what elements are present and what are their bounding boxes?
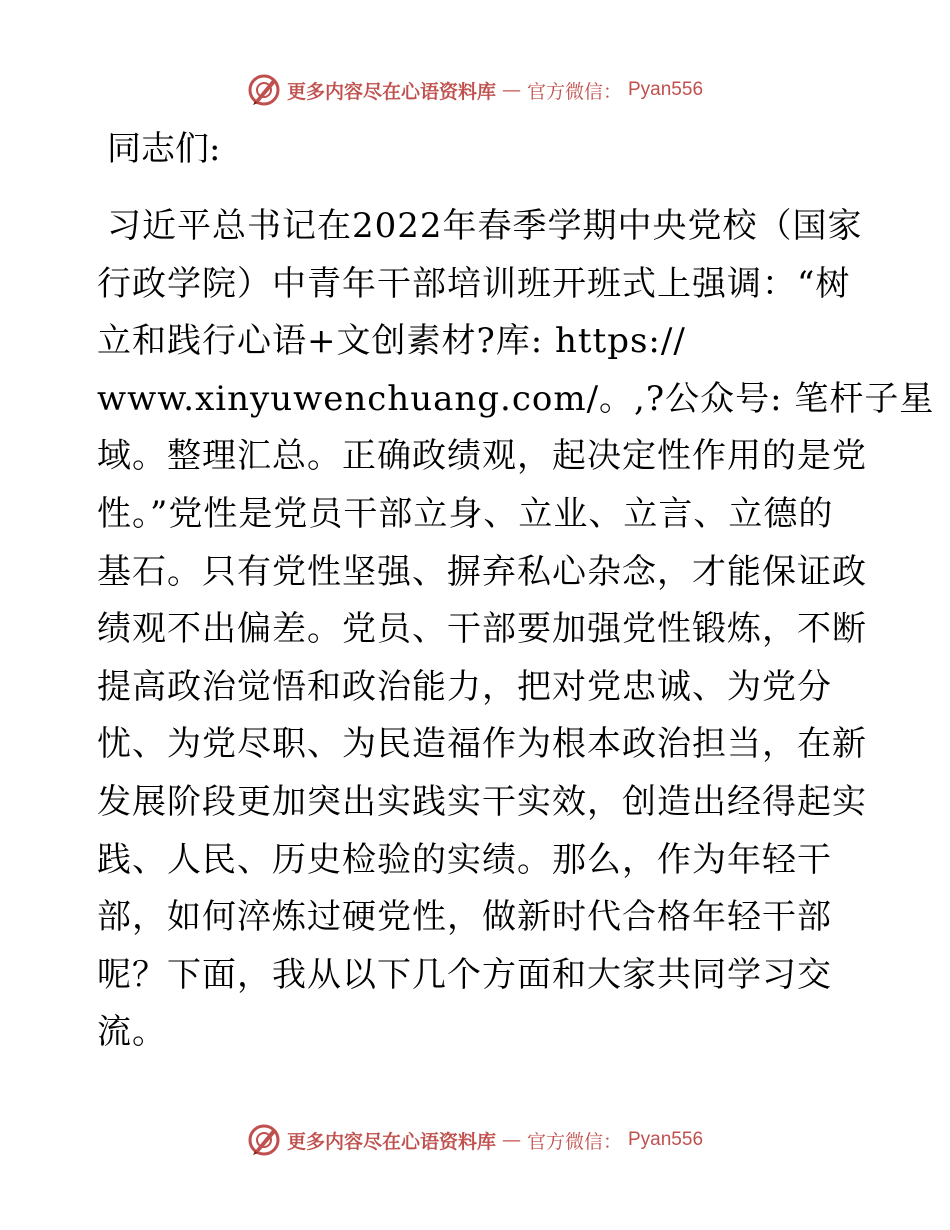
paragraph-line: 提高政治觉悟和政治能力，把对党忠诚、为党分 — [97, 666, 832, 707]
paragraph-line: 立和践行心语+文创素材?库: https:// — [97, 321, 686, 362]
paragraph-line: 性。”党性是党员干部立身、立业、立言、立德的 — [97, 493, 834, 534]
pen-logo-icon — [247, 73, 281, 107]
paragraph-line: 流。 — [97, 1012, 167, 1053]
paragraph-line: 部，如何淬炼过硬党性，做新时代合格年轻干部 — [97, 897, 832, 938]
watermark-main-text: 更多内容尽在心语资料库 — [286, 80, 496, 103]
paragraph-line: 习近平总书记在2022年春季学期中央党校（国家 — [107, 206, 863, 246]
header-watermark — [0, 70, 950, 110]
paragraph-line: www.xinyuwenchuang.com/。,?公众号: 笔杆子星 — [97, 378, 935, 419]
watermark-wechat-id: Pyan556 — [628, 1129, 704, 1150]
watermark-wechat-id: Pyan556 — [628, 79, 704, 100]
paragraph-line: 忧、为党尽职、为民造福作为根本政治担当，在新 — [97, 724, 867, 765]
pen-logo-icon — [247, 1123, 281, 1157]
paragraph-line: 呢？下面，我从以下几个方面和大家共同学习交 — [97, 954, 832, 995]
paragraph-line: 行政学院）中青年干部培训班开班式上强调：“树 — [97, 263, 851, 304]
body-paragraph — [97, 198, 935, 1062]
watermark-wechat-label: 官方微信： — [526, 80, 622, 103]
watermark-main-text: 更多内容尽在心语资料库 — [286, 1130, 496, 1153]
footer-watermark — [0, 1120, 950, 1160]
watermark-wechat-label: 官方微信： — [526, 1130, 622, 1153]
watermark-dash: — — [501, 79, 521, 101]
salutation: 同志们: — [107, 129, 221, 169]
paragraph-line: 基石。只有党性坚强、摒弃私心杂念，才能保证政 — [97, 551, 867, 592]
paragraph-line: 绩观不出偏差。党员、干部要加强党性锻炼，不断 — [97, 609, 867, 650]
watermark-dash: — — [501, 1129, 521, 1151]
paragraph-line: 发展阶段更加突出实践实干实效，创造出经得起实 — [97, 781, 867, 822]
paragraph-line: 域。整理汇总。正确政绩观，起决定性作用的是党 — [97, 436, 867, 477]
paragraph-line: 践、人民、历史检验的实绩。那么，作为年轻干 — [97, 839, 832, 880]
